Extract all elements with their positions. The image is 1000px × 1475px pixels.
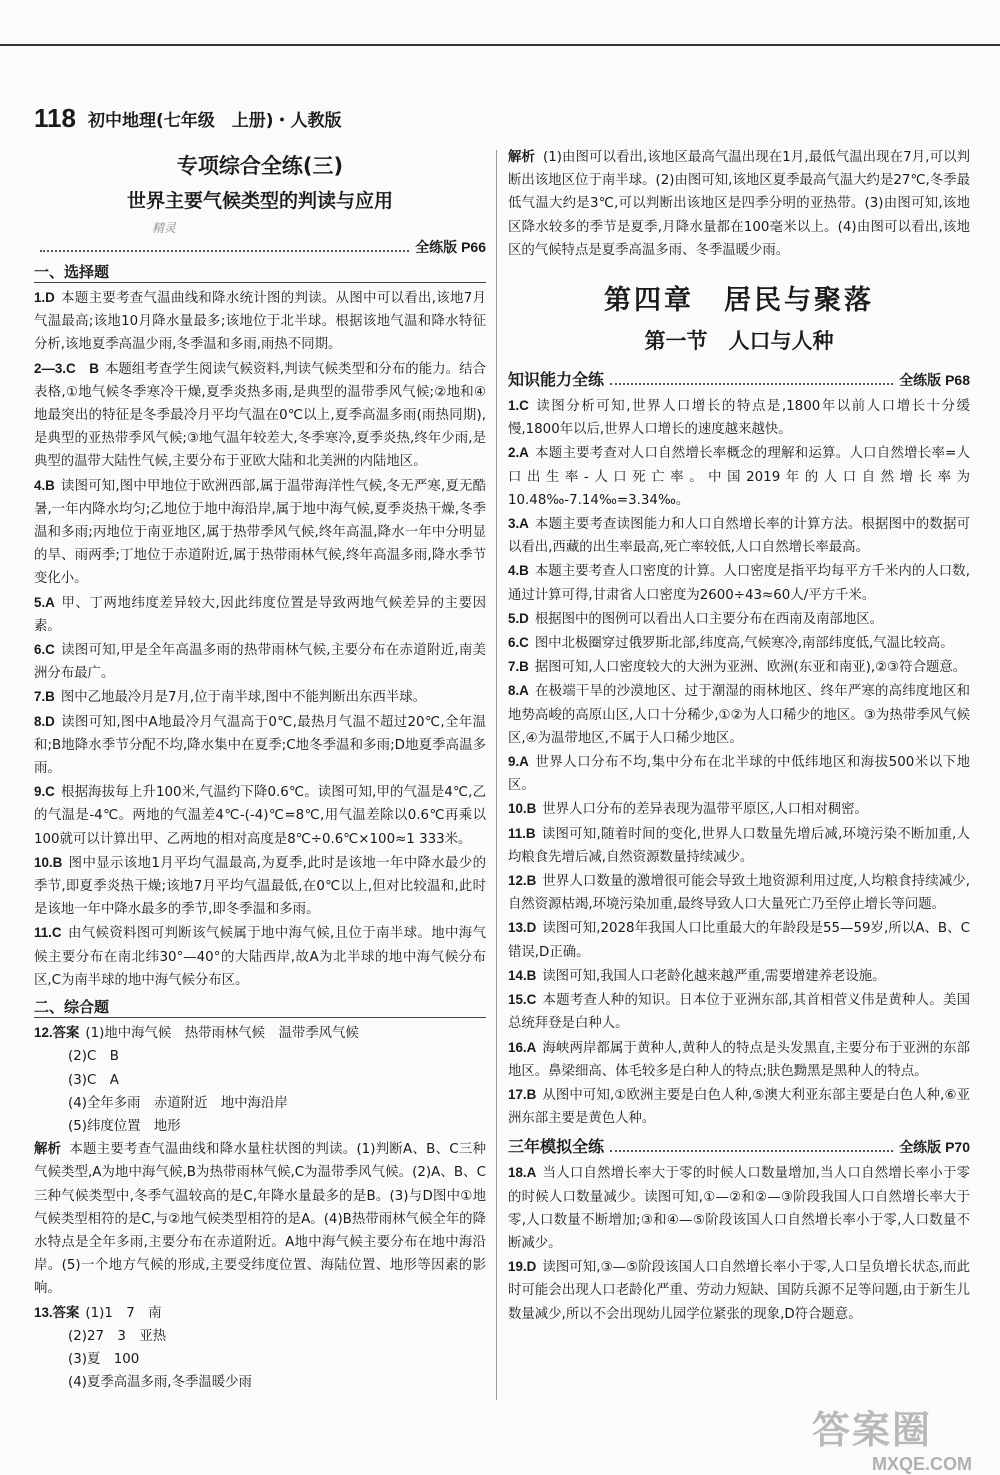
answer-text: 本题主要考查人口密度的计算。人口密度是指平均每平方千米内的人口数,通过计算可得,甘肃省人口密度为2600÷43≈60人/平方千米。 [508, 564, 970, 603]
chapter-title: 第四章 居民与聚落 [604, 285, 874, 317]
answer-text: 读图可知,我国人口老龄化越来越严重,需要增建养老设施。 [542, 968, 886, 984]
answer-item [508, 916, 970, 963]
page-number: 118 [34, 103, 76, 133]
answer-text: 世界人口分布的差异表现为温带平原区,人口相对稠密。 [542, 802, 868, 818]
ref-bar [34, 237, 486, 257]
answer-text: 据图可知,人口密度较大的大洲为亚洲、欧洲(东亚和南亚),②③符合题意。 [534, 660, 967, 676]
question-number: 10.B [34, 854, 63, 870]
answer-text: 根据图中的图例可以看出人口主要分布在西南及南部地区。 [534, 611, 883, 627]
knowledge-answers [508, 394, 970, 1130]
answer-line: (4)夏季高温多雨,冬季温暖少雨 [68, 1375, 252, 1391]
question-number: 8.A [508, 683, 529, 699]
answer-text: 图中北极圈穿过俄罗斯北部,纬度高,气候寒冷,南部纬度低,气温比较高。 [534, 636, 954, 652]
answer-text: 本题组考查学生阅读气候资料,判读气候类型和分布的能力。结合表格,①地气候冬季寒冷干燥,夏季炎热多雨,是典型的温带季风气候;②地和④地最突出的特征是冬季最冷月平均气温在0℃以上,夏季高温多雨(雨热同期),是典型的亚热带季风气候;③地气温年较差大,冬季寒冷,夏季炎热,终年少雨,是典型的温带大陆性气候,主要分布于亚欧大陆和北美洲的内陆地区。 [34, 361, 486, 470]
answer-text: 读图可知,甲是全年高温多雨的热带雨林气候,主要分布在赤道附近,南美洲分布最广。 [34, 643, 486, 682]
answer-item [508, 797, 970, 821]
top-rule [0, 44, 1000, 46]
answer-item [508, 869, 970, 916]
right-column [508, 146, 970, 1326]
answer-text: 当人口自然增长率大于零的时候人口数量增加,当人口自然增长率小于零的时候人口数量减少。读图可知,①—②和②—③阶段我国人口自然增长率大于零,人口数量不断增加;③和④—⑤阶段该国人口自然增长率小于零,人口数量不断减少。 [508, 1166, 970, 1251]
answer-line: (1)地中海气候 热带雨林气候 温带季风气候 [85, 1026, 359, 1042]
question-number: 10.B [508, 801, 537, 817]
answer-text: 本题考查人种的知识。日本位于亚洲东部,其首相菅义伟是黄种人。美国总统拜登是白种人。 [508, 993, 970, 1032]
answer-line: (2)C B [68, 1049, 119, 1065]
answer-text: 本题主要考查读图能力和人口自然增长率的计算方法。根据图中的数据可以看出,西藏的出生率最高,死亡率较低,人口自然增长率最高。 [508, 517, 970, 556]
site-watermark [812, 1399, 972, 1474]
answer-item [508, 394, 970, 441]
question-number: 15.C [508, 992, 537, 1008]
answer-item [34, 357, 486, 474]
answer-text: 读图可知,图中A地最冷月气温高于0℃,最热月气温不超过20℃,全年温和;B地降水季节分配不均,降水集中在夏季;C地冬季温和多雨;D地夏季高温多雨。 [34, 714, 486, 777]
question-number: 9.A [508, 754, 529, 770]
choice-answers [34, 286, 486, 992]
answer-item [508, 607, 970, 631]
question-number: 11.B [508, 825, 536, 841]
practice-name: 知识能力全练 [508, 370, 605, 390]
analysis-text: (1)由图可以看出,该地区最高气温出现在1月,最低气温出现在7月,可以判断出该地区位于南半球。(2)由图可知,该地区夏季最高气温大约是27℃,冬季最低气温大约是3℃,可以判断出该地区是四季分明的亚热带。(3)由图可知,该地区降水较多的季节是夏季,月降水量都在100毫米以上。(4)由图可以看出,该地区的气候特点是夏季高温多雨、冬季温暖少雨。 [508, 150, 970, 258]
practice-bar-mock [508, 1134, 970, 1157]
answer-item [508, 750, 970, 797]
answer-line: (3)C A [68, 1072, 119, 1088]
answer-text: 在极端干旱的沙漠地区、过于潮湿的雨林地区、终年严寒的高纬度地区和地势高峻的高原山区,人口十分稀少,①②为人口稀少的地区。③为热带季风气候区,④为温带地区,不属于人口稀少地区。 [508, 684, 970, 746]
answer-text: 甲、丁两地纬度差异较大,因此纬度位置是导致两地气候差异的主要因素。 [34, 595, 486, 634]
answer-text: 读图分析可知,世界人口增长的特点是,1800年以前人口增长十分缓慢,1800年以后,世界人口增长的速度越来越快。 [508, 399, 970, 438]
analysis-text: 本题主要考查气温曲线和降水量柱状图的判读。(1)判断A、B、C三种气候类型,A为地中海气候,B为热带雨林气候,C为温带季风气候。(2)A、B、C三种气候类型中,冬季气温较高的是C,年降水量最多的是B。(3)与D图中①地气候类型相符的是C,与②地气候类型相符的是A。(4)B热带雨林气候全年的降水特点是全年多雨,主要分布在赤道附近。A地中海气候主要分布在地中海沿岸。(5)一个地方气候的形成,主要受纬度位置、海陆位置、地形等因素的影响。 [34, 1142, 486, 1297]
question-number: 14.B [508, 967, 537, 983]
answer-line: (5)纬度位置 地形 [68, 1118, 181, 1134]
answer-text: 读图可知,③—⑤阶段该国人口自然增长率小于零,人口呈负增长状态,而此时可能会出现人口老龄化严重、劳动力短缺、国防兵源不足等问题,由于新生儿数量减少,所以不会出现幼儿园学位紧张的现象,D符合题意。 [508, 1260, 970, 1322]
section-heading-choice: 一、选择题 [34, 261, 486, 283]
analysis-13 [508, 146, 970, 262]
ref-label: 全练版 P70 [899, 1139, 970, 1156]
answer-item [508, 655, 970, 679]
question-number: 2.A [508, 445, 529, 461]
answer-item [508, 559, 970, 606]
question-number: 6.C [34, 642, 55, 658]
mock-answers [508, 1161, 970, 1325]
answer-item [508, 631, 970, 655]
question-number: 4.B [508, 563, 529, 579]
question-number: 5.A [34, 594, 55, 610]
answer-text: 本题主要考查对人口自然增长率概念的理解和运算。人口自然增长率=人口出生率-人口死亡率。中国2019年的人口自然增长率为10.48‰-7.14‰=3.34‰。 [508, 446, 970, 508]
special-practice-title: 专项综合全练(三) [176, 154, 344, 178]
question-number: 12.答案 [34, 1025, 80, 1041]
ref-label: 全练版 P68 [899, 372, 970, 389]
watermark-url: MXQE.COM [871, 1454, 972, 1474]
answer-text: 读图可知,图中甲地位于欧洲西部,属于温带海洋性气候,冬无严寒,夏无酷暑,一年内降水均匀;乙地位于地中海沿岸,属于地中海气候,夏季炎热干燥,冬季温和多雨;丙地位于南亚地区,属于热带季风气候,终年高温,降水一年中分明显的旱、雨两季;丁地位于赤道附近,属于热带雨林气候,终年高温多雨,降水季节变化小。 [34, 478, 486, 587]
ref-label: 全练版 P66 [415, 239, 486, 255]
question-number: 18.A [508, 1165, 537, 1181]
answer-item [34, 286, 486, 357]
answer-item [34, 710, 486, 781]
answer-item [508, 512, 970, 559]
answer-text: 图中乙地最冷月是7月,位于南半球,图中不能判断出东西半球。 [60, 690, 427, 706]
answer-text: 由气候资料图可判断该气候属于地中海气候,且位于南半球。地中海气候主要分布在南北纬30°—40°的大陆西岸,故A为北半球的地中海气候分布区,C为南半球的地中海气候分布区。 [34, 926, 486, 988]
section-title: 第一节 人口与人种 [644, 329, 834, 354]
answer-item [508, 679, 970, 750]
answer-13 [34, 1301, 486, 1325]
dotted-leader [40, 250, 409, 252]
book-title: 初中地理(七年级 上册)・人教版 [87, 111, 342, 131]
question-number: 1.D [34, 290, 55, 305]
answer-text: 读图可知,随着时间的变化,世界人口数量先增后减,环境污染不断加重,人均粮食先增后减,自然资源数量持续减少。 [508, 826, 970, 865]
column-divider [496, 150, 497, 1400]
analysis-12 [34, 1138, 486, 1300]
answer-item [34, 851, 486, 922]
answer-item [34, 474, 486, 591]
question-number: 6.C [508, 635, 529, 651]
answer-item [508, 441, 970, 512]
section-heading-comprehensive: 二、综合题 [34, 996, 486, 1018]
analysis-label: 解析 [508, 150, 535, 165]
answer-item [34, 638, 486, 685]
page-header [34, 103, 342, 134]
answer-line: (2)27 3 亚热 [68, 1328, 167, 1344]
answer-item [34, 780, 486, 851]
answer-item [508, 1083, 970, 1130]
answer-text: 海峡两岸都属于黄种人,黄种人的特点是头发黑直,主要分布于亚洲的东部地区。鼻梁细高、体毛较多是白种人的特点;肤色黝黑是黑种人的特点。 [508, 1040, 970, 1079]
answer-text: 世界人口数量的激增很可能会导致土地资源利用过度,人均粮食持续减少,自然资源枯竭,环境污染加重,最终导致人口大量死亡乃至停止增长等问题。 [508, 874, 970, 913]
practice-name: 三年模拟全练 [508, 1137, 605, 1157]
question-number: 17.B [508, 1086, 537, 1102]
question-number: 8.D [34, 713, 55, 729]
question-number: 4.B [34, 477, 55, 493]
answer-line: (4)全年多雨 赤道附近 地中海沿岸 [68, 1095, 288, 1111]
question-number: 19.D [508, 1259, 537, 1275]
question-number: 16.A [508, 1039, 537, 1055]
answer-item [508, 822, 970, 869]
question-number: 3.A [508, 516, 529, 532]
question-number: 7.B [508, 659, 529, 675]
question-number: 1.C [508, 398, 529, 414]
answer-item [508, 1036, 970, 1083]
dotted-leader [610, 1150, 893, 1152]
answer-item [34, 685, 486, 709]
left-column [34, 146, 486, 1394]
answer-text: 本题主要考查气温曲线和降水统计图的判读。从图中可以看出,该地7月气温最高;该地10月降水量最多;该地位于北半球。根据该地气温和降水特征分析,该地夏季高温少雨,冬季温和多雨,雨热不同期。 [34, 291, 486, 353]
answer-item [508, 1161, 970, 1255]
question-number: 5.D [508, 610, 529, 626]
practice-bar-knowledge [508, 367, 970, 390]
stamp-label: 精灵 [152, 221, 177, 235]
answer-12 [34, 1021, 486, 1045]
question-number: 12.B [508, 873, 537, 889]
special-practice-subtitle: 世界主要气候类型的判读与应用 [126, 190, 393, 212]
answer-item [508, 1255, 970, 1326]
answer-text: 读图可知,2028年我国人口比重最大的年龄段是55—59岁,所以A、B、C错误,D正确。 [508, 921, 970, 960]
analysis-label: 解析 [34, 1142, 62, 1158]
answer-text: 世界人口分布不均,集中分布在北半球的中低纬地区和海拔500米以下地区。 [508, 755, 970, 794]
question-number: 2—3.C B [34, 360, 99, 376]
question-number: 11.C [34, 925, 62, 941]
dotted-leader [610, 383, 893, 385]
answer-item [34, 591, 486, 638]
answer-text: 根据海拔每上升100米,气温约下降0.6℃。读图可知,甲的气温是4℃,乙的气温是-4℃。两地的气温差4℃-(-4)℃=8℃,用气温差除以0.6℃再乘以100就可以计算出甲、乙两地的相对高度是8℃÷0.6℃×100≈1 333米。 [34, 785, 486, 847]
answer-item [34, 921, 486, 992]
answer-text: 图中显示该地1月平均气温最高,为夏季,此时是该地一年中降水最少的季节,即夏季炎热干燥;该地7月平均气温最低,在0℃以上,但对比较温和,此时是该地一年中降水最多的季节,即冬季温和多雨。 [34, 855, 486, 918]
answer-text: 从图中可知,①欧洲主要是白色人种,⑤澳大利亚东部主要是白色人种,⑥亚洲东部主要是黄色人种。 [508, 1087, 970, 1127]
question-number: 13.答案 [34, 1304, 80, 1320]
question-number: 7.B [34, 689, 55, 705]
answer-line: (3)夏 100 [68, 1351, 140, 1367]
watermark-logo-text: 答案圈 [812, 1408, 933, 1452]
question-number: 9.C [34, 784, 55, 800]
answer-item [508, 964, 970, 988]
answer-item [508, 988, 970, 1035]
answer-line: (1)1 7 南 [85, 1305, 162, 1321]
question-number: 13.D [508, 920, 537, 936]
